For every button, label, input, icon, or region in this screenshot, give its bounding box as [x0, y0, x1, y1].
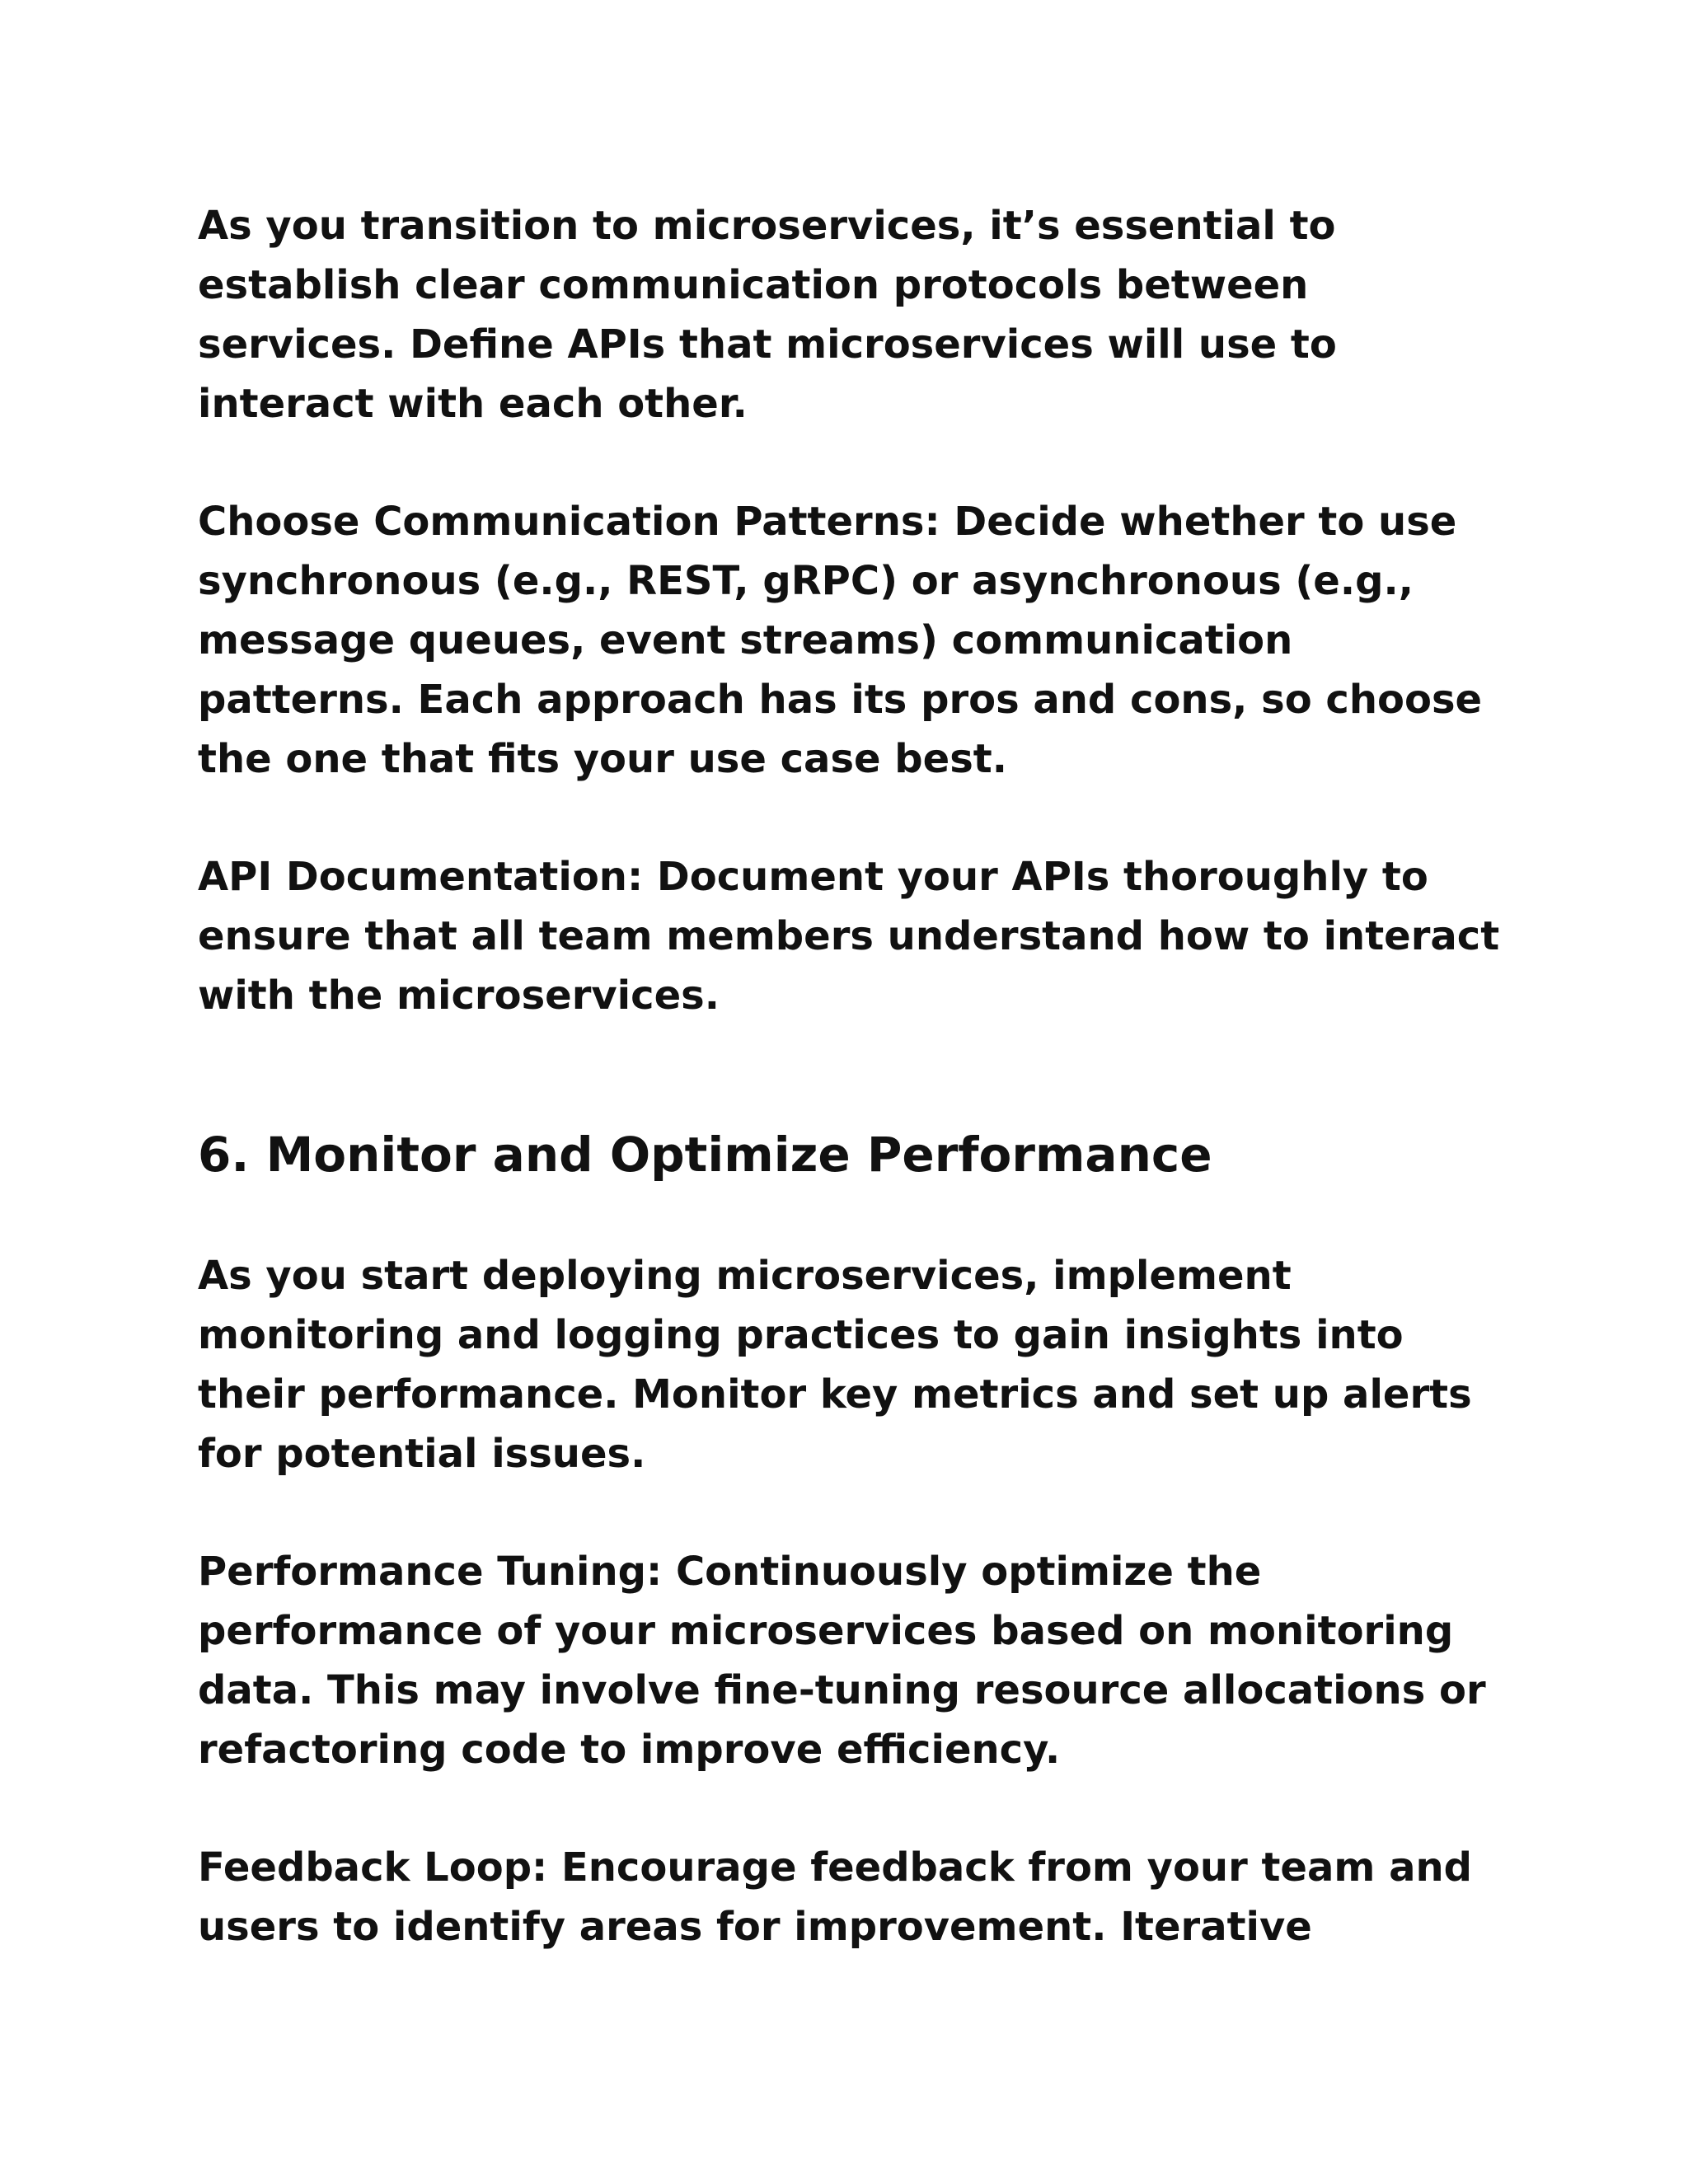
- paragraph-feedback-loop: Feedback Loop: Encourage feedback from your team and users to identify areas for improvement. Iterative: [198, 1844, 1473, 1950]
- paragraph-spacer: [198, 789, 1508, 847]
- paragraph-spacer: [198, 1483, 1508, 1542]
- paragraph-monitoring: As you start deploying microservices, implement monitoring and logging practices to gain insights into their performance. Monitor key metrics and set up alerts for potential issues.: [198, 1253, 1472, 1477]
- paragraph-api-documentation: API Documentation: Document your APIs thoroughly to ensure that all team members understand how to interact with the microservices.: [198, 854, 1500, 1019]
- document-content: [198, 196, 1508, 1957]
- paragraph-performance-tuning: Performance Tuning: Continuously optimize the performance of your microservices based on monitoring data. This may involve fine-tuning resource allocations or refactoring code to improve efficiency.: [198, 1549, 1486, 1773]
- section-spacer: [198, 1188, 1508, 1246]
- paragraph-spacer: [198, 434, 1508, 492]
- paragraph-communication-protocols: As you transition to microservices, it’s essential to establish clear communication protocols between services. Define APIs that microservices will use to interact with each other.: [198, 203, 1337, 427]
- section-heading: 6. Monitor and Optimize Performance: [198, 1127, 1212, 1183]
- section-spacer: [198, 1025, 1508, 1122]
- paragraph-spacer: [198, 1779, 1508, 1838]
- paragraph-communication-patterns: Choose Communication Patterns: Decide whether to use synchronous (e.g., REST, gRPC) or asynchronous (e.g., message queues, event streams) communication patterns. Each approach has its pros and cons, so choose the one that fits your use case best.: [198, 499, 1483, 782]
